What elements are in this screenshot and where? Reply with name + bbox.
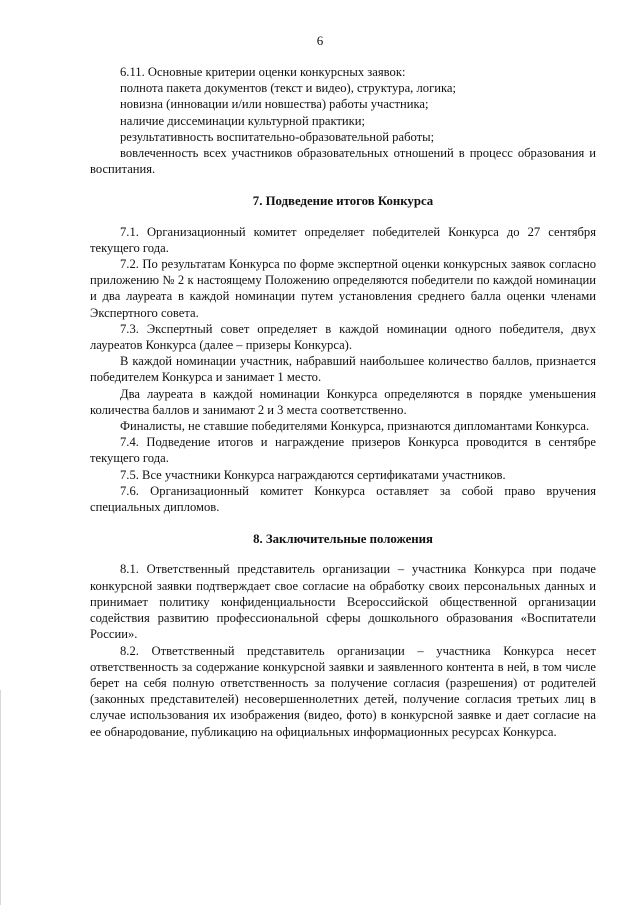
section-8-body: [90, 561, 596, 739]
criteria-item: новизна (инновации и/или новшества) работы участника;: [120, 97, 429, 112]
paragraph-7-4: 7.4. Подведение итогов и награждение призеров Конкурса проводится в сентябре текущего года.: [90, 435, 596, 466]
section-7-body: [90, 224, 596, 516]
paragraph-8-2: 8.2. Ответственный представитель организации – участника Конкурса несет ответственность за содержание конкурсной заявки и заявленного контента в ней, в том числе берет на себя полную ответственность за получение согласия (разрешения) от родителей (законных представителей) несовершеннолетних детей, получение согласия третьих лиц в случае использования их изображения (видео, фото) в конкурсной заявке и дает согласие на ее обнародование, публикацию на официальных информационных ресурсах Конкурса.: [90, 643, 596, 739]
paragraph-7-6: 7.6. Организационный комитет Конкурса оставляет за собой право вручения специальных дипломов.: [90, 483, 596, 515]
criteria-list: [90, 64, 596, 177]
section-8-title: 8. Заключительные положения: [253, 532, 433, 547]
criteria-item: наличие диссеминации культурной практики;: [120, 113, 366, 128]
document-body: [90, 64, 596, 740]
paragraph-7-3: 7.3. Экспертный совет определяет в каждой номинации одного победителя, двух лауреатов Конкурса (далее – призеры Конкурса).: [90, 321, 596, 353]
paragraph-7-3-winner: В каждой номинации участник, набравший наибольшее количество баллов, признается победителем Конкурса и занимает 1 место.: [90, 354, 596, 385]
section-7-title: 7. Подведение итогов Конкурса: [252, 194, 434, 209]
criteria-item: полнота пакета документов (текст и видео), структура, логика;: [120, 81, 456, 96]
page-number: 6: [316, 33, 324, 48]
criteria-heading: 6.11. Основные критерии оценки конкурсных заявок:: [120, 65, 406, 79]
paragraph-7-2: 7.2. По результатам Конкурса по форме экспертной оценки конкурсных заявок согласно приложению № 2 к настоящему Положению определяются победители по каждой номинации и два лауреата в каждой номинации путем установления среднего балла оценки членами Экспертного совета.: [90, 257, 596, 320]
paragraph-7-1: 7.1. Организационный комитет определяет победителей Конкурса до 27 сентября текущего года.: [90, 224, 596, 255]
paragraph-7-5: 7.5. Все участники Конкурса награждаются сертификатами участников.: [120, 467, 506, 482]
paragraph-7-3-finalists: Финалисты, не ставшие победителями Конкурса, признаются дипломантами Конкурса.: [120, 419, 590, 434]
paragraph-7-3-laureates: Два лауреата в каждой номинации Конкурса определяются в порядке уменьшения количества баллов и занимают 2 и 3 места соответственно.: [90, 386, 596, 417]
criteria-item: результативность воспитательно-образовательной работы;: [120, 129, 435, 144]
paragraph-8-1: 8.1. Ответственный представитель организации – участника Конкурса при подаче конкурсной заявки подтверждает свое согласие на обработку своих персональных данных и принимает политику конфиденциальности Всероссийской общественной организации содействия развитию профессиональной сферы дошкольного образования «Воспитатели России».: [90, 562, 596, 642]
scan-edge-line: [0, 690, 1, 905]
criteria-item: вовлеченность всех участников образовательных отношений в процесс образования и воспитания.: [90, 146, 596, 177]
